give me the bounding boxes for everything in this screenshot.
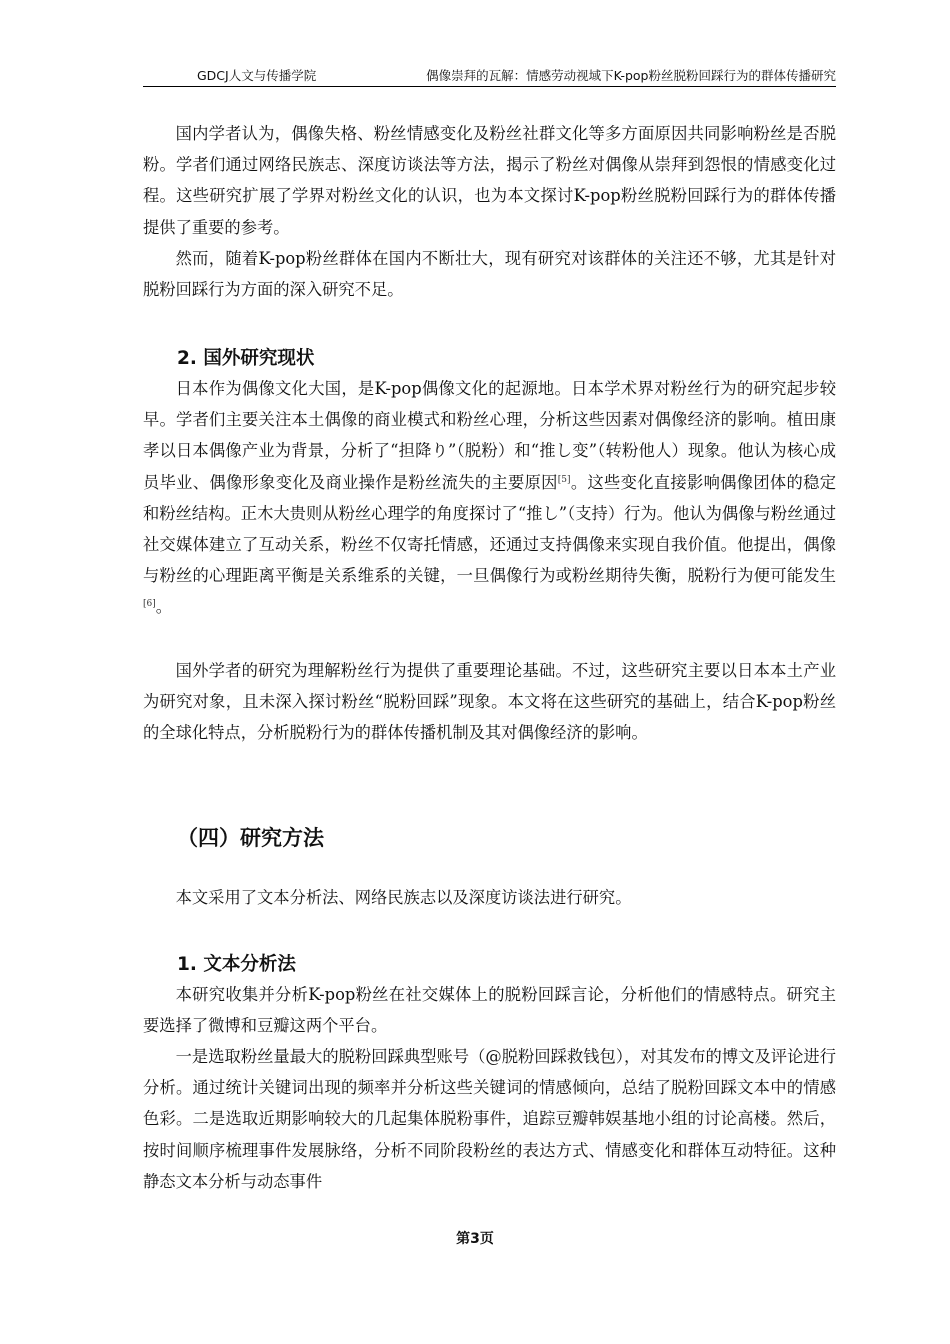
paragraph-text-analysis-2: 一是选取粉丝量最大的脱粉回踩典型账号（@脱粉回踩救钱包），对其发布的博文及评论进行分析。通过统计关键词出现的频率并分析这些关键词的情感倾向，总结了脱粉回踩文本中的情感色彩。二是选取近期影响较大的几起集体脱粉事件，追踪豆瓣韩娱基地小组的讨论高楼。然后，按时间顺序梳理事件发展脉络，分析不同阶段粉丝的表达方式、情感变化和群体互动特征。这种静态文本分析与动态事件 (143, 1047, 836, 1191)
citation-5: [5] (557, 474, 571, 485)
foreign-text-part1: 日本作为偶像文化大国，是K-pop偶像文化的起源地。日本学术界对粉丝行为的研究起步较早。学者们主要关注本土偶像的商业模式和粉丝心理，分析这些因素对偶像经济的影响。植田康孝以日本偶像产业为背景，分析了“担降り”（脱粉）和“推し变”（转粉他人）现象。他认为核心成员毕业、偶像形象变化及商业操作是粉丝流失的主要原因 (143, 379, 836, 492)
header-paper-title: 偶像崇拜的瓦解：情感劳动视域下K-pop粉丝脱粉回踩行为的群体传播研究 (426, 68, 836, 83)
paragraph-domestic-summary: 国内学者认为，偶像失格、粉丝情感变化及粉丝社群文化等多方面原因共同影响粉丝是否脱粉。学者们通过网络民族志、深度访谈法等方法，揭示了粉丝对偶像从崇拜到怨恨的情感变化过程。这些研究扩展了学界对粉丝文化的认识，也为本文探讨K-pop粉丝脱粉回踩行为的群体传播提供了重要的参考。 (143, 124, 836, 237)
paragraph-foreign-research (143, 373, 836, 623)
header-institution: GDCJ人文与传播学院 (197, 68, 317, 83)
citation-6: [6] (143, 599, 156, 610)
paragraph-foreign-summary: 国外学者的研究为理解粉丝行为提供了重要理论基础。不过，这些研究主要以日本本土产业为研究对象，且未深入探讨粉丝“脱粉回踩”现象。本文将在这些研究的基础上，结合K-pop粉丝的全球化特点，分析脱粉行为的群体传播机制及其对偶像经济的影响。 (143, 661, 836, 743)
foreign-text-part3: 。 (155, 597, 173, 617)
paragraph-text-analysis-1: 本研究收集并分析K-pop粉丝在社交媒体上的脱粉回踩言论，分析他们的情感特点。研究主要选择了微博和豆瓣这两个平台。 (143, 985, 836, 1036)
heading-text-analysis: 1. 文本分析法 (177, 954, 296, 975)
running-header (143, 64, 836, 87)
foreign-text-part2: 。这些变化直接影响偶像团体的稳定和粉丝结构。正木大贵则从粉丝心理学的角度探讨了“推し”（支持）行为。他认为偶像与粉丝通过社交媒体建立了互动关系，粉丝不仅寄托情感，还通过支持偶像来实现自我价值。他提出，偶像与粉丝的心理距离平衡是关系维系的关键，一旦偶像行为或粉丝期待失衡，脱粉行为便可能发生 (143, 472, 836, 586)
page-number: 第3页 (456, 1231, 494, 1247)
paragraph-methods-intro: 本文采用了文本分析法、网络民族志以及深度访谈法进行研究。 (175, 888, 632, 907)
heading-foreign-research: 2. 国外研究现状 (177, 348, 315, 369)
paragraph-domestic-gap: 然而，随着K-pop粉丝群体在国内不断壮大，现有研究对该群体的关注还不够，尤其是针对脱粉回踩行为方面的深入研究不足。 (143, 249, 836, 300)
heading-research-methods: （四）研究方法 (177, 826, 324, 850)
